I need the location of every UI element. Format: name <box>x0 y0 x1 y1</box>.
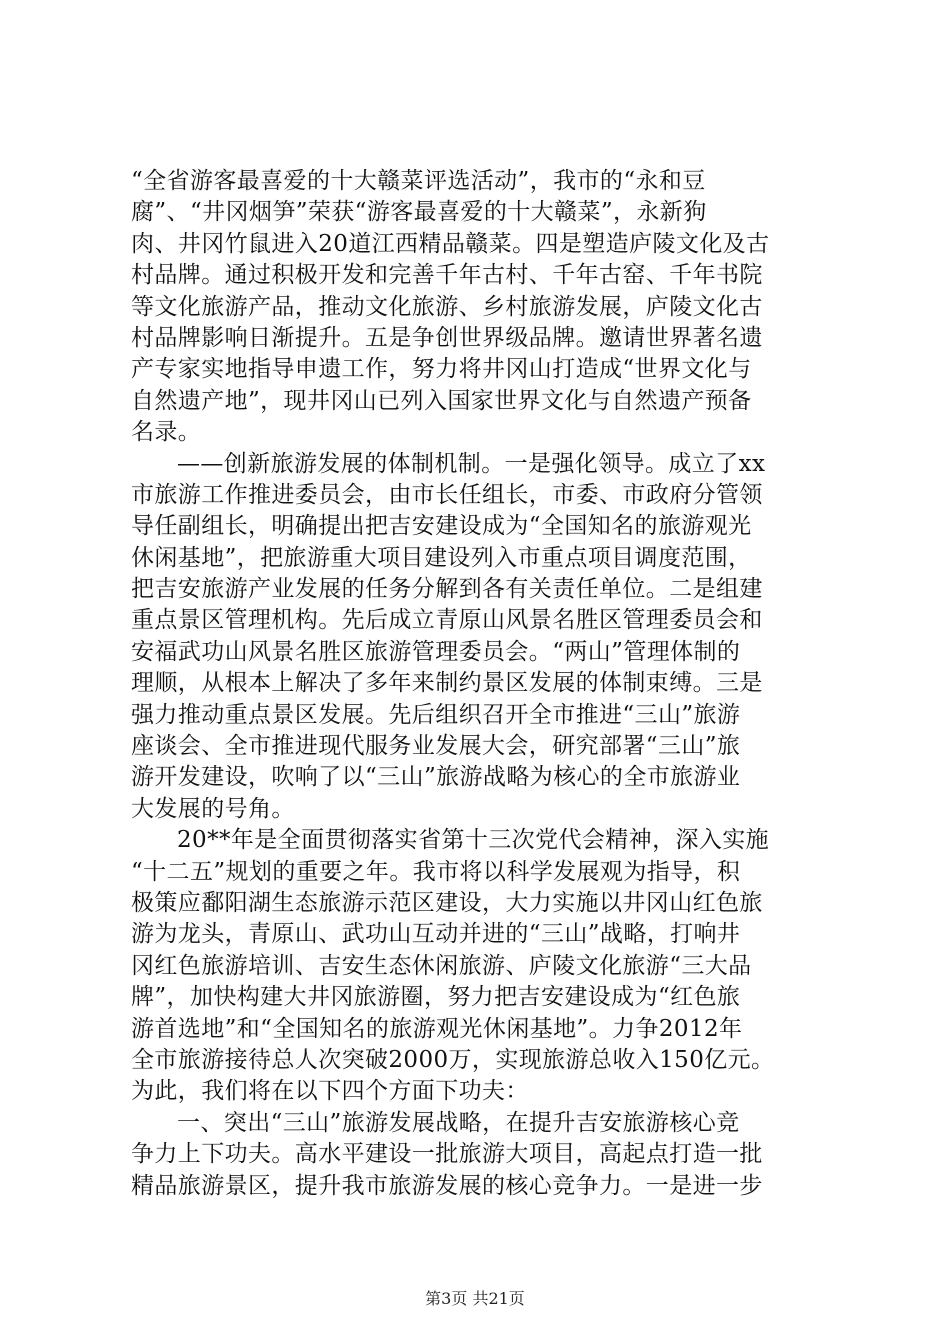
text-line: 游为龙头，青原山、武功山互动并进的“三山”战略，打响井 <box>131 921 741 948</box>
text-line: 大发展的号角。 <box>131 795 295 822</box>
text-line: 导任副组长，明确提出把吉安建设成为“全国知名的旅游观光 <box>131 513 752 540</box>
text-line: 自然遗产地”，现井冈山已列入国家世界文化与自然遗产预备 <box>131 387 752 414</box>
text-line: 市旅游工作推进委员会，由市长任组长，市委、市政府分管领 <box>131 481 763 508</box>
text-line: 等文化旅游产品，推动文化旅游、乡村旅游发展，庐陵文化古 <box>131 293 763 320</box>
page-number-footer: 第3页 共21页 <box>425 1289 525 1308</box>
paragraph-start-line: 20**年是全面贯彻落实省第十三次党代会精神，深入实施 <box>177 827 770 854</box>
text-line: 休闲基地”，把旅游重大项目建设列入市重点项目调度范围， <box>131 544 752 571</box>
text-line: 肉、井冈竹鼠进入20道江西精品赣菜。四是塑造庐陵文化及古 <box>131 230 770 257</box>
text-line: “十二五”规划的重要之年。我市将以科学发展观为指导，积 <box>131 858 741 885</box>
text-line: 精品旅游景区，提升我市旅游发展的核心竞争力。一是进一步 <box>131 1172 763 1199</box>
text-line: 村品牌影响日渐提升。五是争创世界级品牌。邀请世界著名遗 <box>131 324 763 351</box>
paragraph-start-line: 一、突出“三山”旅游发展战略，在提升吉安旅游核心竞 <box>177 1109 740 1136</box>
text-line: 争力上下功夫。高水平建设一批旅游大项目，高起点打造一批 <box>131 1141 763 1168</box>
text-line: “全省游客最喜爱的十大赣菜评选活动”，我市的“永和豆 <box>131 168 706 194</box>
paragraph-start-line: ——创新旅游发展的体制机制。一是强化领导。成立了xx <box>177 450 766 477</box>
text-line: 重点景区管理机构。先后成立青原山风景名胜区管理委员会和 <box>131 607 763 634</box>
text-line: 理顺，从根本上解决了多年来制约景区发展的体制束缚。三是 <box>131 670 763 697</box>
text-line: 把吉安旅游产业发展的任务分解到各有关责任单位。二是组建 <box>131 576 763 603</box>
text-line: 安福武功山风景名胜区旅游管理委员会。“两山”管理体制的 <box>131 638 741 665</box>
text-line: 名录。 <box>131 419 202 446</box>
text-line: 为此，我们将在以下四个方面下功夫： <box>131 1078 529 1105</box>
text-line: 游开发建设，吹响了以“三山”旅游战略为核心的全市旅游业 <box>131 764 741 791</box>
text-line: 冈红色旅游培训、吉安生态休闲旅游、庐陵文化旅游“三大品 <box>131 952 752 979</box>
text-line: 座谈会、全市推进现代服务业发展大会，研究部署“三山”旅 <box>131 733 741 760</box>
text-line: 产专家实地指导申遗工作，努力将井冈山打造成“世界文化与 <box>131 356 752 383</box>
text-line: 村品牌。通过积极开发和完善千年古村、千年古窑、千年书院 <box>131 262 763 289</box>
text-line: 牌”，加快构建大井冈旅游圈，努力把吉安建设成为“红色旅 <box>131 984 741 1011</box>
document-body <box>131 166 831 1202</box>
text-line: 强力推动重点景区发展。先后组织召开全市推进“三山”旅游 <box>131 701 741 728</box>
text-line: 游首选地”和“全国知名的旅游观光休闲基地”。力争2012年 <box>131 1015 743 1042</box>
text-line: 全市旅游接待总人次突破2000万，实现旅游总收入150亿元。 <box>131 1046 775 1073</box>
text-line: 腐”、“井冈烟笋”荣获“游客最喜爱的十大赣菜”，永新狗 <box>131 199 707 226</box>
text-line: 极策应鄱阳湖生态旅游示范区建设，大力实施以井冈山红色旅 <box>131 889 763 916</box>
